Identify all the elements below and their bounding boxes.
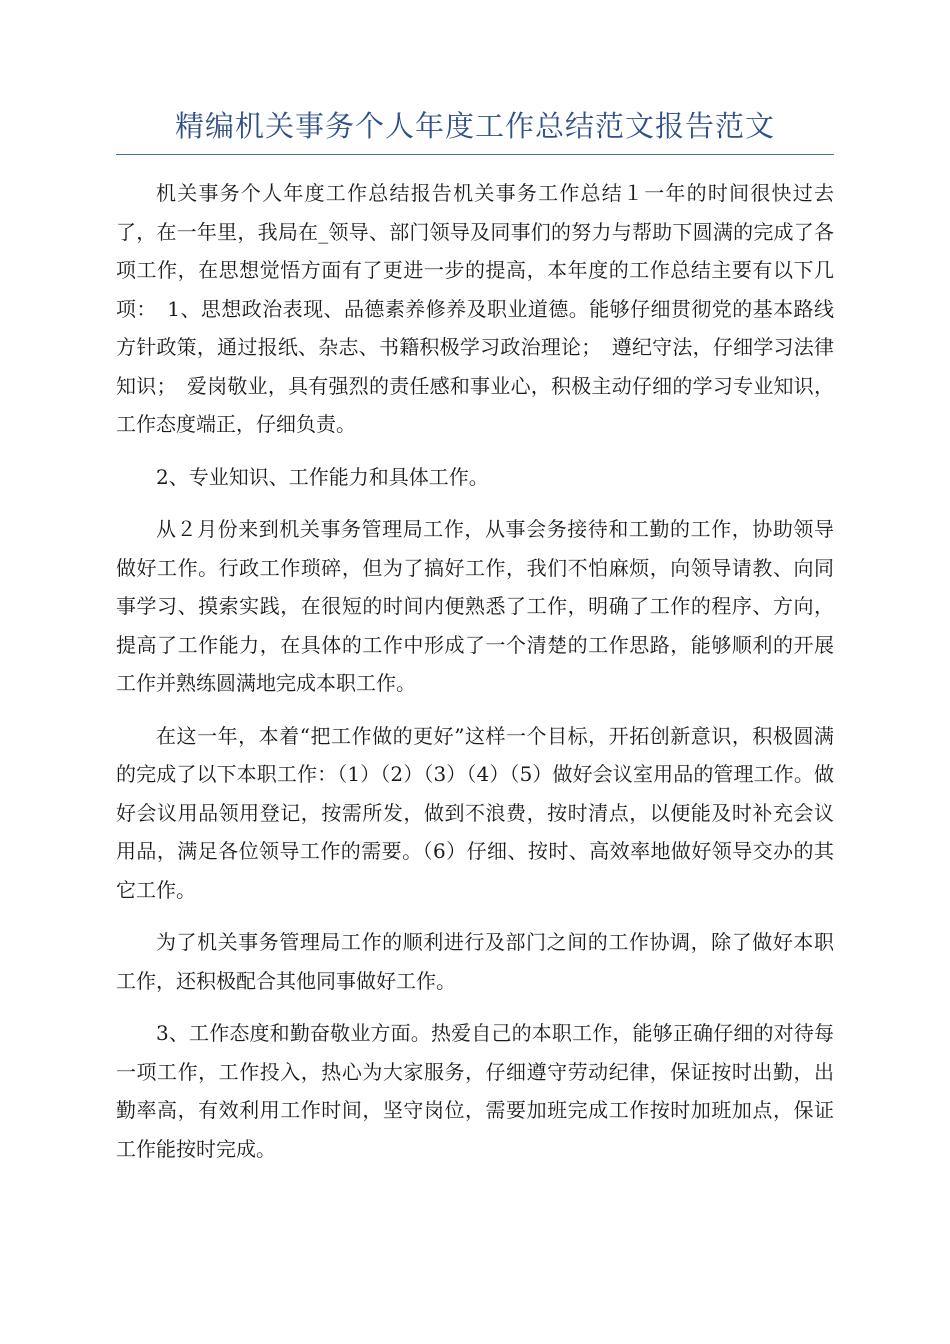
paragraph-4: 在这一年，本着“把工作做的更好”这样一个目标，开拓创新意识，积极圆满的完成了以下本职工作：（1）（2）（3）（4）（5）做好会议室用品的管理工作。做好会议用品领用登记，按需所发，做到不浪费，按时清点，以便能及时补充会议用品，满足各位领导工作的需要。（6）仔细、按时、高效率地做好领导交办的其它工作。 <box>116 723 834 902</box>
document-title: 精编机关事务个人年度工作总结范文报告范文 <box>174 109 775 143</box>
document-body <box>116 174 834 1182</box>
paragraph-1: 机关事务个人年度工作总结报告机关事务工作总结１一年的时间很快过去了，在一年里，我局在_领导、部门领导及同事们的努力与帮助下圆满的完成了各项工作，在思想觉悟方面有了更进一步的提高，本年度的工作总结主要有以下几项： 1、思想政治表现、品德素养修养及职业道德。能够仔细贯彻党的基本路线方针政策，通过报纸、杂志、书籍积极学习政治理论； 遵纪守法，仔细学习法律知识； 爱岗敬业，具有强烈的责任感和事业心，积极主动仔细的学习专业知识，工作态度端正，仔细负责。 <box>116 181 834 436</box>
paragraph-3: 从２月份来到机关事务管理局工作，从事会务接待和工勤的工作，协助领导做好工作。行政工作琐碎，但为了搞好工作，我们不怕麻烦，向领导请教、向同事学习、摸索实践，在很短的时间内便熟悉了工作，明确了工作的程序、方向，提高了工作能力，在具体的工作中形成了一个清楚的工作思路，能够顺利的开展工作并熟练圆满地完成本职工作。 <box>116 517 834 695</box>
paragraph-5: 为了机关事务管理局工作的顺利进行及部门之间的工作协调，除了做好本职工作，还积极配合其他同事做好工作。 <box>116 930 834 993</box>
title-underline <box>116 154 834 155</box>
paragraph-6: 3、工作态度和勤奋敬业方面。热爱自己的本职工作，能够正确仔细的对待每一项工作，工作投入，热心为大家服务，仔细遵守劳动纪律，保证按时出勤，出勤率高，有效利用工作时间，坚守岗位，需要加班完成工作按时加班加点，保证工作能按时完成。 <box>116 1021 834 1161</box>
paragraph-2: 2、专业知识、工作能力和具体工作。 <box>156 464 489 489</box>
